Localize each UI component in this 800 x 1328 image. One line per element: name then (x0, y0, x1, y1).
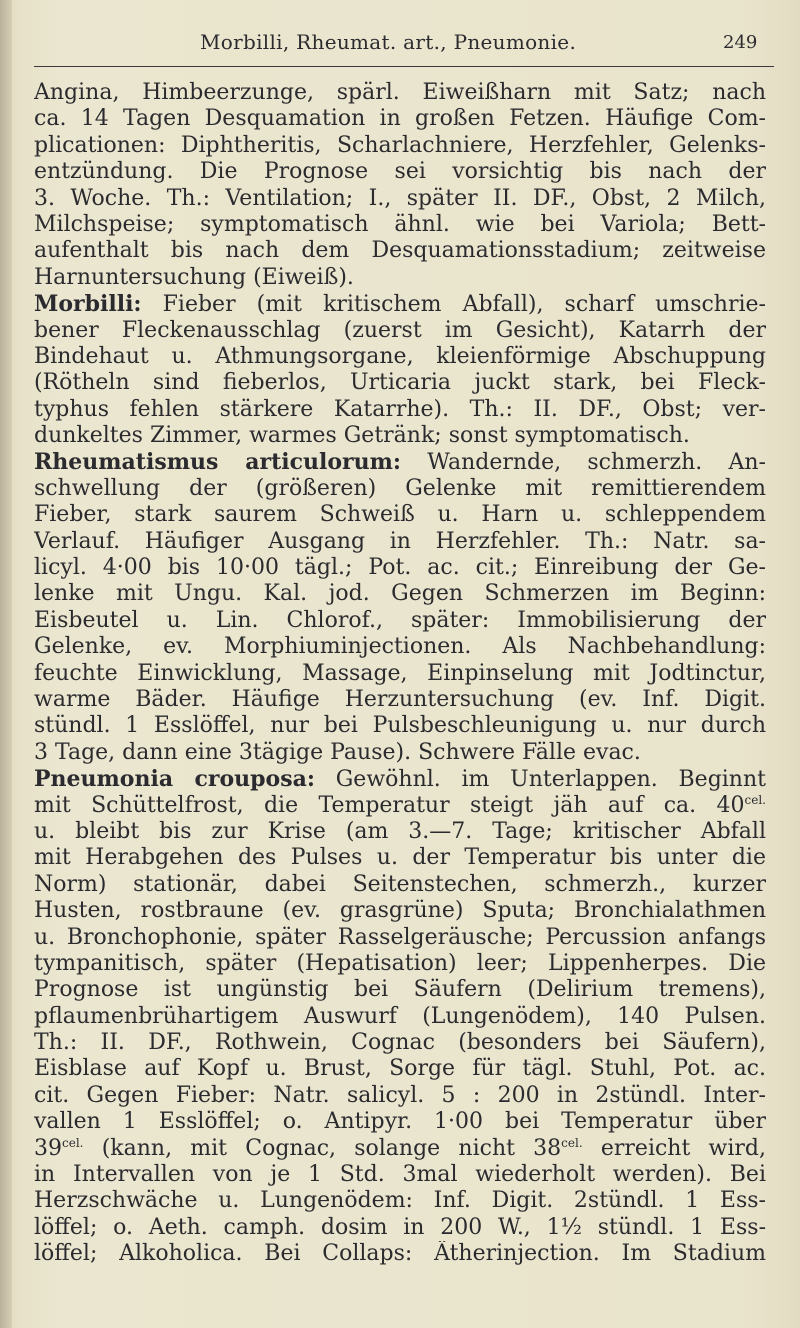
text-line (34, 1188, 766, 1214)
text-line (34, 845, 766, 871)
superscript-unit: cel. (744, 792, 766, 807)
superscript-unit: cel. (561, 1135, 583, 1150)
line-text: stündl. 1 Esslöffel, nur bei Pulsbeschleunigung u. nur durch (34, 713, 766, 739)
section-term: Rheumatismus articulorum: (34, 449, 402, 476)
running-head: Morbilli, Rheumat. art., Pneumonie. (200, 30, 577, 54)
line-text: Bindehaut u. Athmungsorgane, kleienförmige Abschuppung (34, 343, 766, 369)
text-line (34, 898, 766, 924)
line-text: Norm) stationär, dabei Seitenstechen, schmerzh., kurzer (34, 871, 766, 897)
line-text: in Intervallen von je 1 Std. 3mal wiederholt werden). Bei (34, 1162, 766, 1188)
line-text: Eisblase auf Kopf u. Brust, Sorge für tägl. Stuhl, Pot. ac. (34, 1056, 766, 1082)
header-rule (34, 66, 774, 67)
text-line (34, 106, 766, 132)
line-text: Wandernde, schmerzh. An- (401, 450, 766, 476)
line-text: Harnuntersuchung (Eiweiß). (34, 264, 354, 290)
line-text: erreicht wird, (582, 1135, 766, 1161)
text-line (34, 370, 766, 396)
text-line (34, 476, 766, 502)
text-line (34, 872, 766, 898)
text-line (34, 1136, 766, 1162)
line-text: pflaumenbrühartigem Auswurf (Lungenödem), 140 Pulsen. (34, 1003, 766, 1029)
page-binding-edge (0, 0, 12, 1328)
line-text: Husten, rostbraune (ev. grasgrüne) Sputa; Bronchialathmen (34, 898, 766, 924)
line-text: (kann, mit Cognac, solange nicht 38 (83, 1135, 562, 1161)
text-line (34, 1215, 766, 1241)
line-text: (Rötheln sind fieberlos, Urticaria juckt stark, bei Fleck- (34, 370, 766, 396)
line-text: ca. 14 Tagen Desquamation in großen Fetzen. Häufige Com- (34, 106, 766, 132)
text-line (34, 1056, 766, 1082)
line-text: entzündung. Die Prognose sei vorsichtig bis nach der (34, 159, 766, 185)
text-line (34, 793, 766, 819)
text-line (34, 265, 766, 291)
text-line (34, 951, 766, 977)
line-text: löffel; Alkoholica. Bei Collaps: Ätherinjection. Im Stadium (34, 1241, 766, 1267)
line-text: mit Herabgehen des Pulses u. der Temperatur bis unter die (34, 845, 766, 871)
line-text: aufenthalt bis nach dem Desquamationsstadium; zeitweise (34, 238, 766, 264)
line-text: Fieber (mit kritischem Abfall), scharf umschrie- (141, 292, 766, 318)
line-text: typhus fehlen stärkere Katarrhe). Th.: II. DF., Obst; ver- (34, 396, 766, 422)
line-text: 3 Tage, dann eine 3tägige Pause). Schwere Fälle evac. (34, 739, 641, 765)
line-text: Angina, Himbeerzunge, spärl. Eiweißharn mit Satz; nach (34, 80, 766, 105)
text-line (34, 713, 766, 739)
line-text: warme Bäder. Häufige Herzuntersuchung (ev. Inf. Digit. (34, 686, 766, 712)
line-text: plicationen: Diphtheritis, Scharlachniere, Herzfehler, Gelenks- (34, 132, 766, 158)
body-text (34, 80, 766, 1268)
text-line (34, 133, 766, 159)
page-header (0, 30, 800, 64)
line-text: Gewöhnl. im Unterlappen. Beginnt (314, 767, 766, 793)
text-line (34, 608, 766, 634)
text-line (34, 925, 766, 951)
line-text: 3. Woche. Th.: Ventilation; I., später II. DF., Obst, 2 Milch, (34, 185, 766, 211)
text-line (34, 159, 766, 185)
text-line (34, 581, 766, 607)
text-line (34, 1162, 766, 1188)
line-text: Eisbeutel u. Lin. Chlorof., später: Immobilisierung der (34, 607, 766, 633)
text-line (34, 1004, 766, 1030)
line-text: cit. Gegen Fieber: Natr. salicyl. 5 : 200 in 2stündl. Inter- (34, 1082, 766, 1108)
line-text: 39 (34, 1135, 62, 1161)
text-line (34, 80, 766, 106)
line-text: feuchte Einwicklung, Massage, Einpinselung mit Jodtinctur, (34, 660, 766, 686)
line-text: schwellung der (größeren) Gelenke mit remittierendem (34, 475, 766, 501)
text-line (34, 634, 766, 660)
line-text: u. bleibt bis zur Krise (am 3.—7. Tage; kritischer Abfall (34, 818, 766, 844)
text-line (34, 1083, 766, 1109)
text-line (34, 186, 766, 212)
text-line (34, 1241, 766, 1267)
text-line (34, 502, 766, 528)
text-line (34, 819, 766, 845)
text-line (34, 238, 766, 264)
line-text: lenke mit Ungu. Kal. jod. Gegen Schmerzen im Beginn: (34, 581, 766, 607)
line-text: Herzschwäche u. Lungenödem: Inf. Digit. 2stündl. 1 Ess- (34, 1188, 766, 1214)
line-text: bener Fleckenausschlag (zuerst im Gesicht), Katarrh der (34, 317, 766, 343)
superscript-unit: cel. (62, 1135, 84, 1150)
text-line (34, 740, 766, 766)
text-line (34, 1109, 766, 1135)
section-term: Pneumonia crouposa: (34, 766, 315, 793)
line-text: tympanitisch, später (Hepatisation) leer; Lippenherpes. Die (34, 950, 766, 976)
text-line (34, 766, 766, 792)
line-text: licyl. 4·00 bis 10·00 tägl.; Pot. ac. cit.; Einreibung der Ge- (34, 555, 766, 581)
line-text: Prognose ist ungünstig bei Säufern (Delirium tremens), (34, 977, 766, 1003)
text-line (34, 529, 766, 555)
line-text: vallen 1 Esslöffel; o. Antipyr. 1·00 bei Temperatur über (34, 1109, 766, 1135)
line-text: u. Bronchophonie, später Rasselgeräusche; Percussion anfangs (34, 924, 766, 950)
line-text: Verlauf. Häufiger Ausgang in Herzfehler. Th.: Natr. sa- (34, 528, 766, 554)
text-line (34, 555, 766, 581)
line-text: dunkeltes Zimmer, warmes Getränk; sonst symptomatisch. (34, 423, 690, 449)
text-line (34, 661, 766, 687)
text-line (34, 344, 766, 370)
text-line (34, 212, 766, 238)
text-line (34, 397, 766, 423)
page-number: 249 (723, 32, 758, 53)
line-text: mit Schüttelfrost, die Temperatur steigt jäh auf ca. 40 (34, 792, 745, 818)
line-text: Milchspeise; symptomatisch ähnl. wie bei Variola; Bett- (34, 211, 766, 237)
text-line (34, 318, 766, 344)
text-line (34, 449, 766, 475)
text-line (34, 291, 766, 317)
line-text: löffel; o. Aeth. camph. dosim in 200 W., 1½ stündl. 1 Ess- (34, 1214, 766, 1240)
line-text: Th.: II. DF., Rothwein, Cognac (besonders bei Säufern), (34, 1030, 766, 1056)
text-line (34, 977, 766, 1003)
text-line (34, 687, 766, 713)
line-text: Gelenke, ev. Morphiuminjectionen. Als Nachbehandlung: (34, 634, 766, 660)
section-term: Morbilli: (34, 291, 142, 318)
text-line (34, 1030, 766, 1056)
text-line (34, 423, 766, 449)
line-text: Fieber, stark saurem Schweiß u. Harn u. schleppendem (34, 502, 766, 528)
